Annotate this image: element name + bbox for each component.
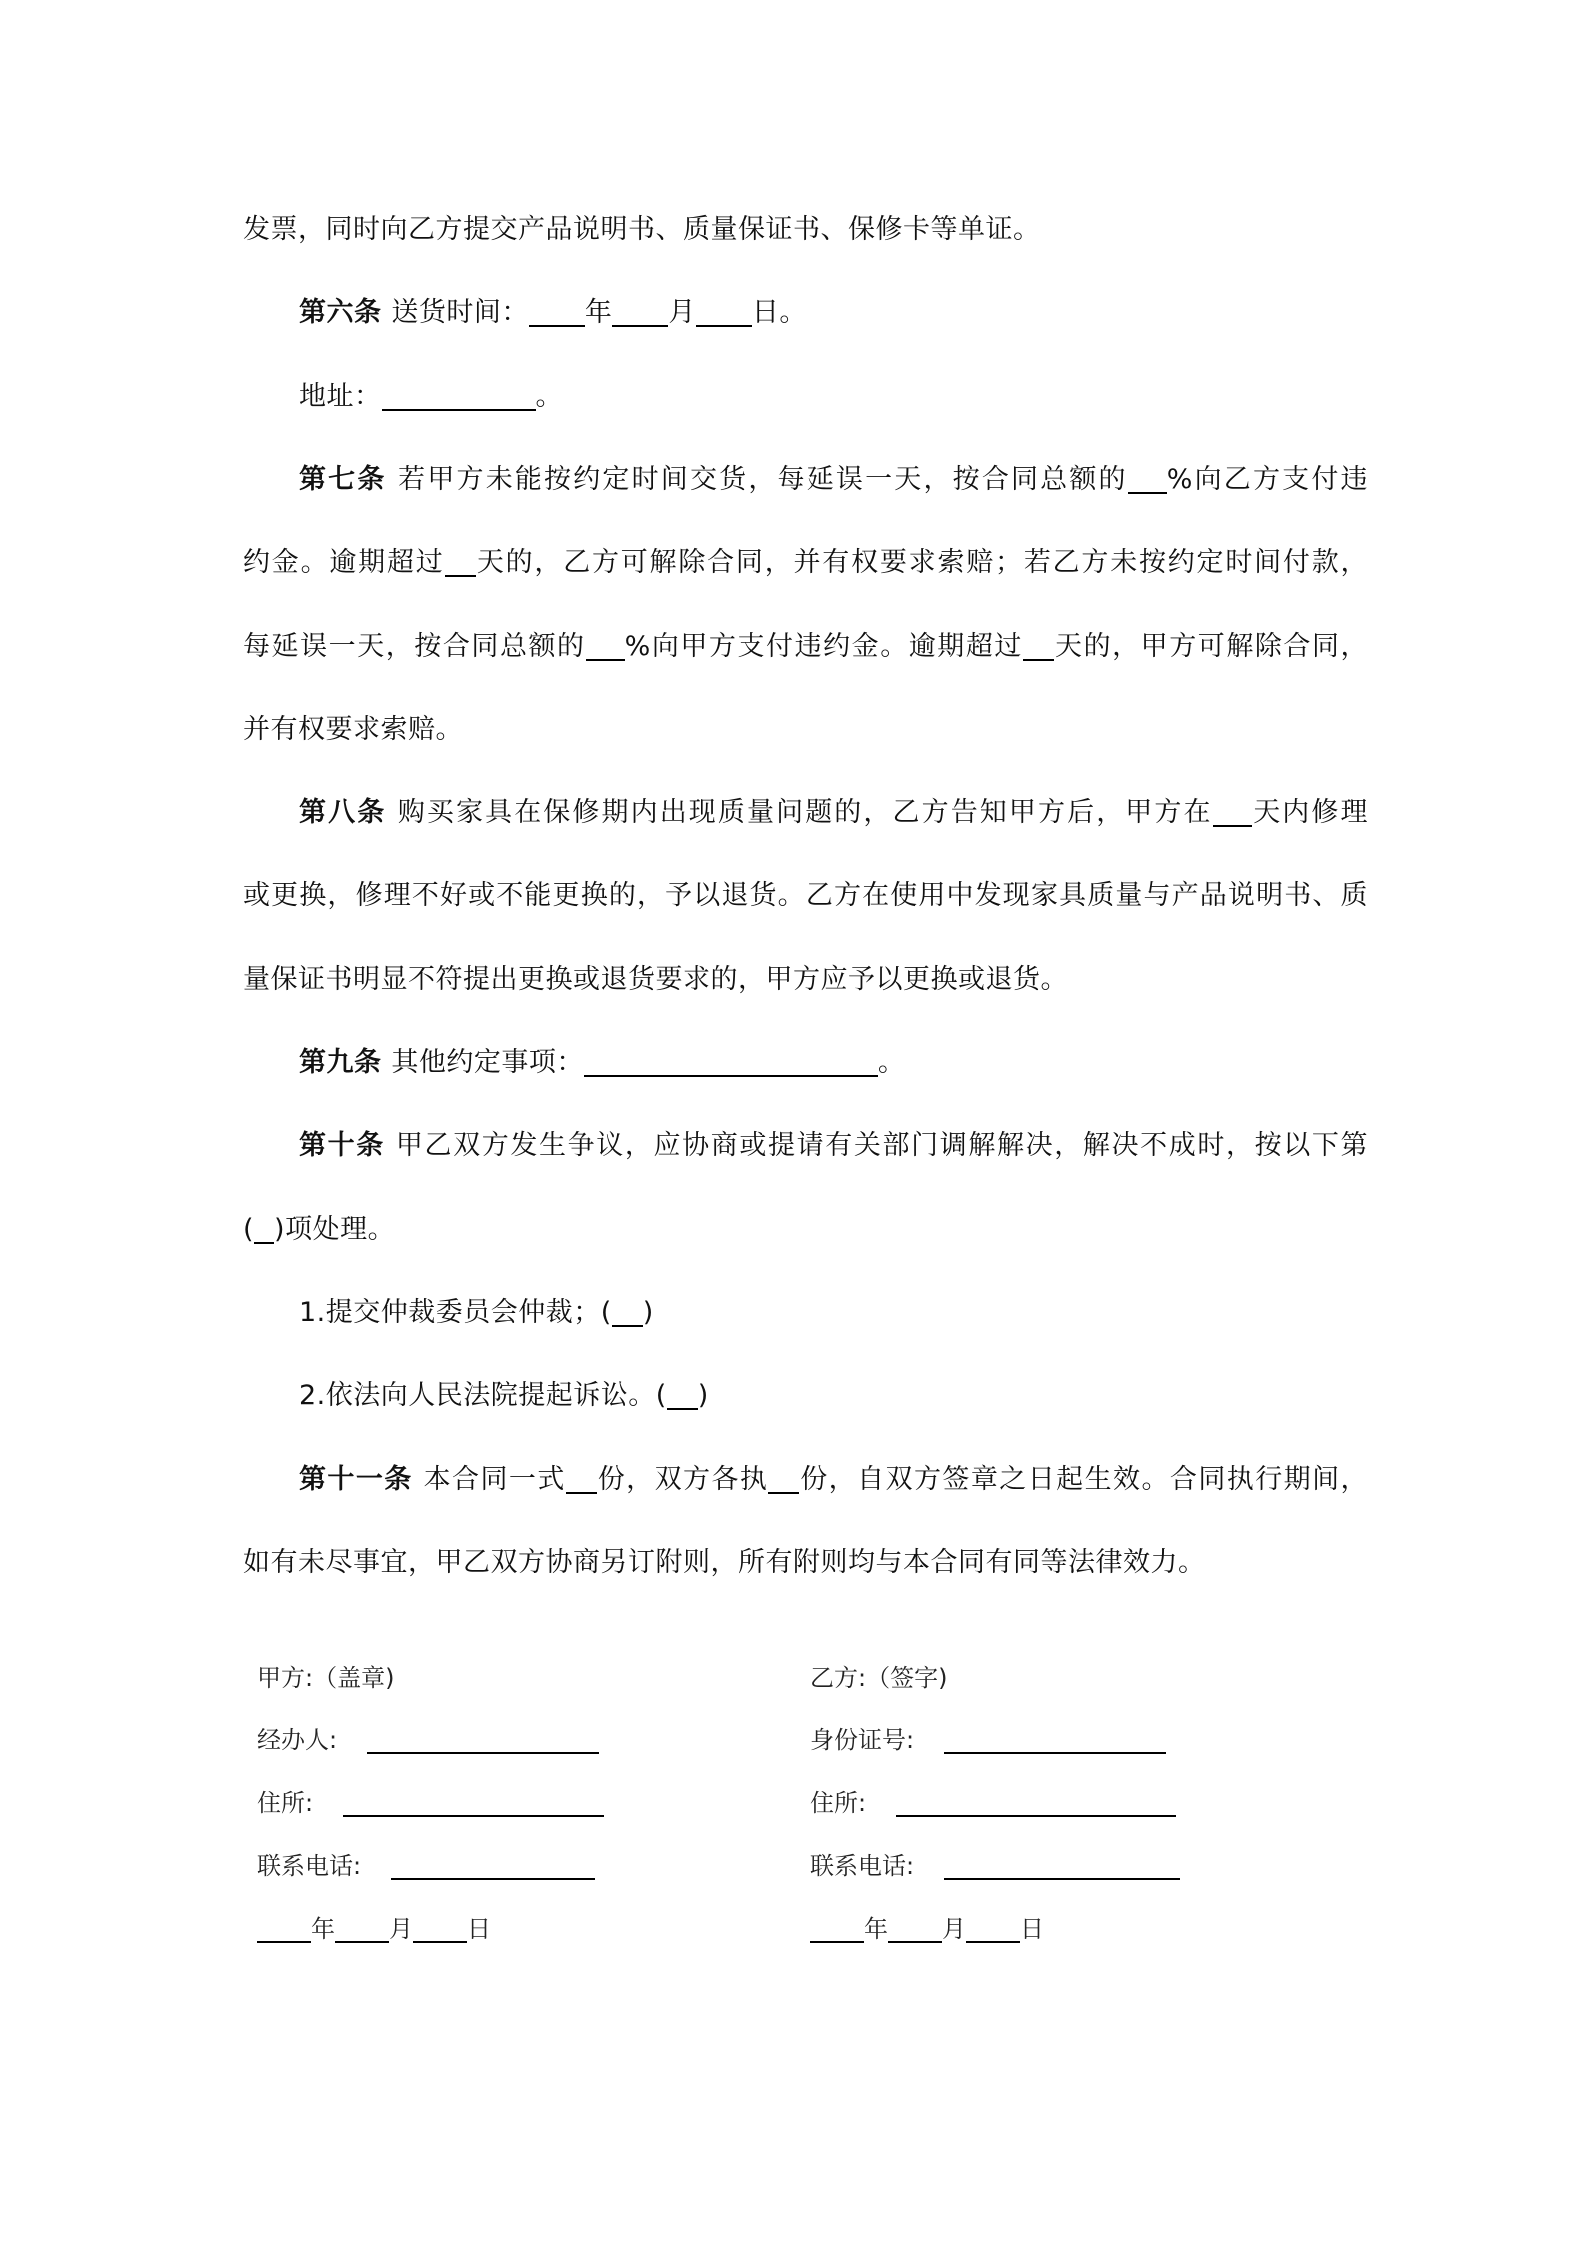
- contract-line: [299, 377, 563, 417]
- party-a-date-row: [257, 1911, 491, 1947]
- party-b-phone-field[interactable]: [944, 1852, 1180, 1880]
- party-b-address-row: [810, 1785, 1176, 1821]
- contract-line: [243, 627, 1368, 667]
- party-b-year-label: 年: [864, 1915, 888, 1943]
- clause-text: ): [642, 1296, 654, 1328]
- fill-in-blank[interactable]: [382, 379, 536, 411]
- clause-text: 。: [535, 380, 563, 412]
- clause-text: %向甲方支付违约金。逾期超过: [624, 630, 1023, 662]
- clause-text: 甲乙双方发生争议，应协商或提请有关部门调解解决，解决不成时，按以下第: [395, 1130, 1369, 1162]
- party-a-year-field[interactable]: [257, 1915, 311, 1943]
- contract-line: [299, 1126, 1368, 1166]
- clause-text: 地址：: [299, 380, 382, 412]
- article-heading: 第六条: [299, 297, 392, 329]
- article-heading: 第十一条: [299, 1463, 424, 1495]
- fill-in-blank[interactable]: [586, 629, 625, 661]
- clause-text: 1.提交仲裁委员会仲裁；(: [299, 1296, 612, 1328]
- fill-in-blank[interactable]: [1128, 462, 1167, 494]
- party-a-agent-row: [257, 1722, 599, 1758]
- party-b-title: 乙方:（签字): [810, 1664, 948, 1692]
- clause-text: 天的，乙方可解除合同，并有权要求索赔；若乙方未按约定时间付款，: [475, 547, 1369, 579]
- party-a-address-field[interactable]: [343, 1789, 604, 1817]
- clause-text: 份，自双方签章之日起生效。合同执行期间，: [799, 1463, 1369, 1495]
- clause-text: 。: [877, 1047, 906, 1078]
- clause-text: 若甲方未能按约定时间交货，每延误一天，按合同总额的: [398, 463, 1128, 495]
- party-a-agent-field[interactable]: [367, 1726, 599, 1754]
- article-heading: 第七条: [299, 463, 399, 495]
- fill-in-blank[interactable]: [612, 1295, 643, 1327]
- party-b-day-field[interactable]: [966, 1915, 1020, 1943]
- clause-text: 本合同一式: [423, 1463, 566, 1495]
- party-b-year-field[interactable]: [810, 1915, 864, 1943]
- fill-in-blank[interactable]: [667, 1378, 698, 1410]
- party-b-id-row: [810, 1722, 1166, 1758]
- party-a-month-label: 月: [389, 1915, 413, 1943]
- contract-line: [299, 1460, 1368, 1500]
- party-b-month-label: 月: [942, 1915, 966, 1943]
- party-b-id-field[interactable]: [944, 1726, 1166, 1754]
- fill-in-blank[interactable]: [612, 295, 668, 327]
- fill-in-blank[interactable]: [529, 295, 585, 327]
- fill-in-blank[interactable]: [254, 1212, 274, 1244]
- party-b-phone-row: [810, 1848, 1180, 1884]
- contract-line: [243, 960, 1068, 1000]
- article-heading: 第九条: [299, 1047, 392, 1078]
- clause-text: 天内修理: [1251, 797, 1369, 829]
- party-a-title-row: [257, 1660, 394, 1696]
- article-heading: 第八条: [299, 797, 398, 829]
- clause-text: 2.依法向人民法院提起诉讼。(: [299, 1380, 667, 1412]
- clause-text: 每延误一天，按合同总额的: [243, 630, 586, 662]
- party-a-agent-label: 经办人:: [257, 1726, 338, 1754]
- fill-in-blank[interactable]: [768, 1462, 799, 1494]
- clause-text: 月: [668, 297, 696, 329]
- contract-line: [299, 460, 1368, 500]
- clause-text: 其他约定事项：: [391, 1047, 584, 1078]
- party-a-address-row: [257, 1785, 604, 1821]
- clause-text: 约金。逾期超过: [243, 547, 445, 579]
- party-b-id-label: 身份证号:: [810, 1726, 915, 1754]
- contract-line: [243, 1210, 395, 1250]
- clause-text: %向乙方支付违: [1166, 463, 1369, 495]
- clause-text: 天的，甲方可解除合同，: [1053, 630, 1369, 662]
- fill-in-blank[interactable]: [445, 545, 476, 577]
- party-a-month-field[interactable]: [335, 1915, 389, 1943]
- article-heading: 第十条: [299, 1130, 396, 1162]
- clause-text: 年: [584, 297, 613, 329]
- party-b-date-row: [810, 1911, 1044, 1947]
- clause-text: 量保证书明显不符提出更换或退货要求的，甲方应予以更换或退货。: [243, 963, 1068, 995]
- contract-line: [243, 876, 1368, 916]
- clause-text: 日。: [751, 297, 807, 329]
- party-a-address-label: 住所:: [257, 1789, 314, 1817]
- party-b-title-row: [810, 1660, 947, 1696]
- fill-in-blank[interactable]: [1213, 795, 1252, 827]
- party-b-month-field[interactable]: [888, 1915, 942, 1943]
- fill-in-blank[interactable]: [1023, 629, 1054, 661]
- contract-line: [299, 1293, 654, 1333]
- clause-text: 如有未尽事宜，甲乙双方协商另订附则，所有附则均与本合同有同等法律效力。: [243, 1546, 1206, 1578]
- clause-text: 并有权要求索赔。: [243, 713, 463, 745]
- party-a-day-label: 日: [467, 1915, 491, 1943]
- contract-line: [299, 1043, 905, 1083]
- party-b-phone-label: 联系电话:: [810, 1852, 915, 1880]
- contract-line: [299, 1376, 709, 1416]
- contract-line: [299, 293, 807, 333]
- party-a-phone-row: [257, 1848, 595, 1884]
- clause-text: 送货时间：: [391, 297, 529, 329]
- contract-line: [299, 793, 1368, 833]
- clause-text: ): [697, 1380, 709, 1412]
- clause-text: 发票，同时向乙方提交产品说明书、质量保证书、保修卡等单证。: [243, 214, 1041, 245]
- contract-line: [243, 210, 1041, 250]
- clause-text: 购买家具在保修期内出现质量问题的，乙方告知甲方后，甲方在: [397, 797, 1213, 829]
- party-a-phone-label: 联系电话:: [257, 1852, 362, 1880]
- party-a-year-label: 年: [311, 1915, 335, 1943]
- party-b-day-label: 日: [1020, 1915, 1044, 1943]
- party-a-day-field[interactable]: [413, 1915, 467, 1943]
- party-a-title: 甲方:（盖章): [257, 1664, 395, 1692]
- fill-in-blank[interactable]: [584, 1045, 878, 1077]
- clause-text: )项处理。: [274, 1213, 396, 1245]
- contract-line: [243, 543, 1368, 583]
- fill-in-blank[interactable]: [566, 1462, 597, 1494]
- party-b-address-label: 住所:: [810, 1789, 867, 1817]
- clause-text: (: [243, 1213, 255, 1245]
- party-a-phone-field[interactable]: [391, 1852, 595, 1880]
- contract-line: [243, 710, 463, 750]
- party-b-address-field[interactable]: [896, 1789, 1176, 1817]
- fill-in-blank[interactable]: [696, 295, 752, 327]
- clause-text: 或更换，修理不好或不能更换的，予以退货。乙方在使用中发现家具质量与产品说明书、质: [243, 880, 1368, 912]
- contract-line: [243, 1543, 1206, 1583]
- clause-text: 份，双方各执: [596, 1463, 769, 1495]
